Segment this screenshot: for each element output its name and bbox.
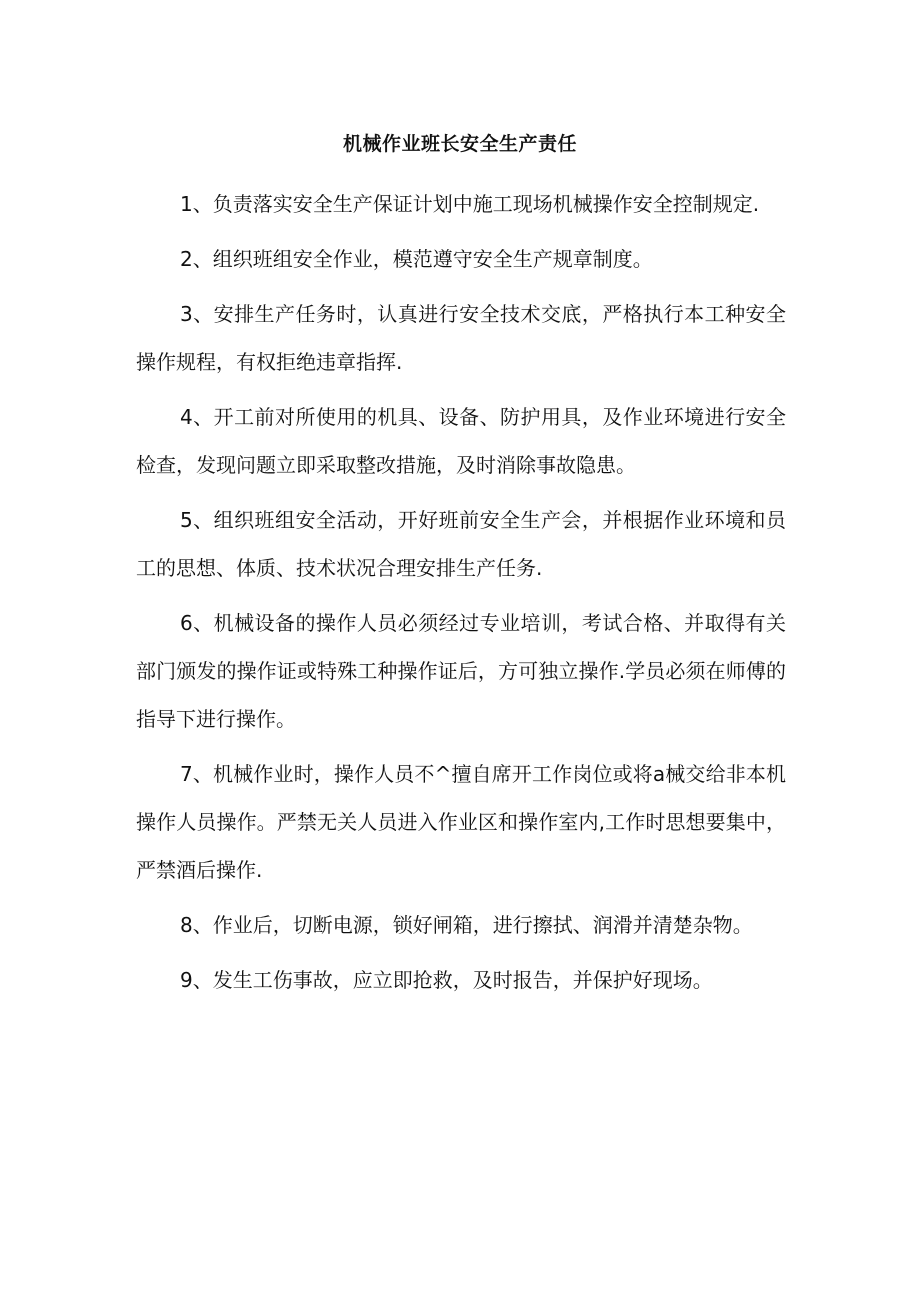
document-title: 机械作业班长安全生产责任 [342, 133, 577, 155]
paragraph-9: 9、发生工伤事故，应立即抢救，及时报告，并保护好现场。 [180, 968, 713, 992]
paragraph-8: 8、作业后，切断电源，锁好闸箱，进行擦拭、润滑并清楚杂物。 [180, 913, 753, 937]
paragraph-6: 6、机械设备的操作人员必须经过专业培训，考试合格、并取得有关部门颁发的操作证或特殊工种操作证后，方可独立操作.学员必须在师傅的指导下进行操作。 [136, 611, 786, 731]
paragraph-5: 5、组织班组安全活动，开好班前安全生产会，并根据作业环境和员工的思想、体质、技术状况合理安排生产任务. [136, 508, 786, 580]
paragraph-7: 7、机械作业时，操作人员不^擅自席开工作岗位或将a械交给非本机操作人员操作。严禁无关人员进入作业区和操作室内,工作时思想要集中，严禁酒后操作. [136, 762, 786, 882]
paragraph-2: 2、组织班组安全作业，模范遵守安全生产规章制度。 [180, 247, 653, 271]
document-body [136, 180, 786, 1011]
paragraph-3: 3、安排生产任务时，认真进行安全技术交底，严格执行本工种安全操作规程，有权拒绝违章指挥. [136, 302, 786, 374]
paragraph-1: 1、负责落实安全生产保证计划中施工现场机械操作安全控制规定. [180, 192, 760, 216]
paragraph-4: 4、开工前对所使用的机具、设备、防护用具，及作业环境进行安全检查，发现问题立即采取整改措施，及时消除事故隐患。 [136, 405, 786, 477]
